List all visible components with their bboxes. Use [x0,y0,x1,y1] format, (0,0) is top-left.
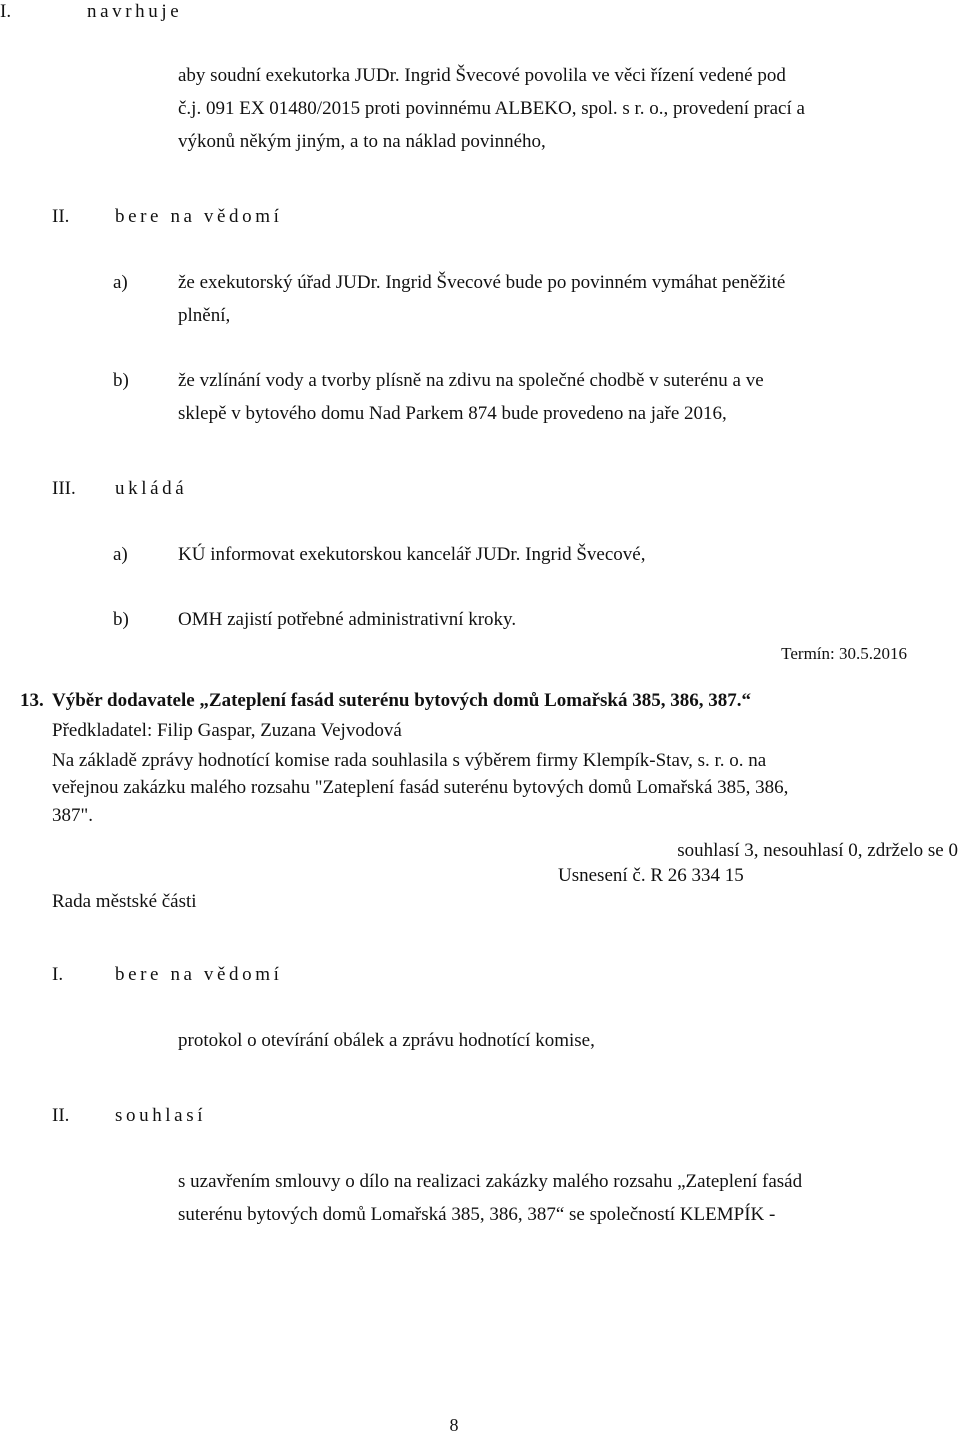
roman-numeral: II. [52,1105,70,1126]
presenter: Předkladatel: Filip Gaspar, Zuzana Vejvodová [52,720,402,741]
roman-numeral: I. [0,1,12,22]
section-heading: bere na vědomí [115,964,283,985]
body-line: Na základě zprávy hodnotící komise rada souhlasila s výběrem firmy Klempík-Stav, s. r. o. na [52,750,767,771]
paragraph-line: suterénu bytových domů Lomařská 385, 386, 387“ se společností KLEMPÍK - [178,1204,776,1225]
section-heading: souhlasí [115,1105,207,1126]
item-text-line: sklepě v bytového domu Nad Parkem 874 bude provedeno na jaře 2016, [178,403,727,424]
roman-numeral: I. [52,964,64,985]
resolution-number: Usnesení č. R 26 334 15 [558,865,744,886]
deadline: Termín: 30.5.2016 [781,644,907,663]
item-label: a) [113,544,128,565]
paragraph-line: č.j. 091 EX 01480/2015 proti povinnému ALBEKO, spol. s r. o., provedení prací a [178,98,805,119]
page-number: 8 [449,1415,459,1435]
agenda-item-number: 13. [20,690,44,711]
paragraph-line: s uzavřením smlouvy o dílo na realizaci zakázky malého rozsahu „Zateplení fasád [178,1171,803,1192]
item-text-line: plnění, [178,305,231,326]
item-label: a) [113,272,128,293]
body-line: 387". [52,805,94,826]
item-text-line: OMH zajistí potřebné administrativní kroky. [178,609,517,630]
section-heading: bere na vědomí [115,206,283,227]
paragraph-line: aby soudní exekutorka JUDr. Ingrid Švecové povolila ve věci řízení vedené pod [178,65,786,86]
item-label: b) [113,370,129,391]
paragraph-line: protokol o otevírání obálek a zprávu hodnotící komise, [178,1030,595,1051]
item-text-line: že vzlínání vody a tvorby plísně na zdivu na společné chodbě v suterénu a ve [178,370,764,391]
council-name: Rada městské části [52,891,197,912]
agenda-item-title: Výběr dodavatele „Zateplení fasád suterénu bytových domů Lomařská 385, 386, 387.“ [52,690,751,711]
paragraph-line: výkonů někým jiným, a to na náklad povinného, [178,131,546,152]
item-label: b) [113,609,129,630]
item-text-line: že exekutorský úřad JUDr. Ingrid Švecové bude po povinném vymáhat peněžité [178,272,786,293]
section-heading: navrhuje [87,1,183,22]
vote-result: souhlasí 3, nesouhlasí 0, zdrželo se 0 [677,840,958,861]
roman-numeral: II. [52,206,70,227]
roman-numeral: III. [52,478,76,499]
section-heading: ukládá [115,478,188,499]
item-text-line: KÚ informovat exekutorskou kancelář JUDr. Ingrid Švecové, [178,544,646,565]
body-line: veřejnou zakázku malého rozsahu "Zateplení fasád suterénu bytových domů Lomařská 385, 386, [52,777,789,798]
